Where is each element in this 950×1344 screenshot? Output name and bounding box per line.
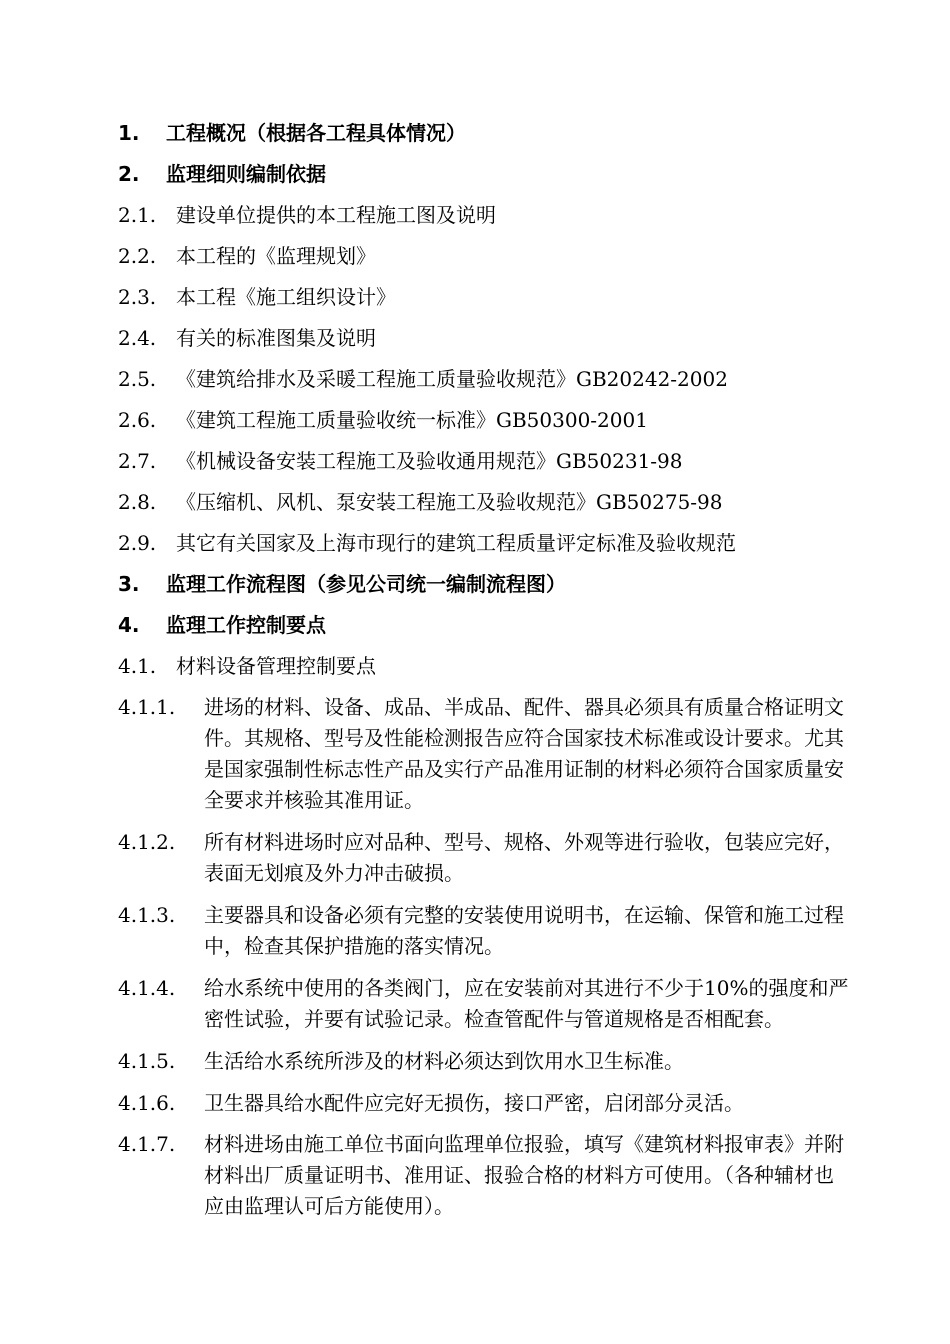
item-text: 本工程的《监理规划》 [176, 244, 376, 268]
item-text: 所有材料进场时应对品种、型号、规格、外观等进行验收，包装应完好，表面无划痕及外力冲击破损。 [204, 830, 844, 885]
item-number: 2.8. [118, 490, 157, 514]
section-4-1-1 [118, 692, 850, 816]
item-number: 2.3. [118, 285, 157, 309]
section-2 [118, 159, 850, 189]
section-4-1-6 [118, 1088, 850, 1119]
item-text: 其它有关国家及上海市现行的建筑工程质量评定标准及验收规范 [176, 531, 736, 555]
section-2-7 [118, 446, 850, 476]
item-number: 2.9. [118, 531, 157, 555]
item-text: 给水系统中使用的各类阀门，应在安装前对其进行不少于10%的强度和严密性试验，并要有试验记录。检查管配件与管道规格是否相配套。 [204, 976, 849, 1031]
section-2-2 [118, 241, 850, 271]
section-4-1-7 [118, 1129, 850, 1222]
section-4 [118, 610, 850, 640]
item-number: 2.2. [118, 244, 157, 268]
section-2-3 [118, 282, 850, 312]
section-title: 工程概况（根据各工程具体情况） [166, 121, 466, 145]
item-text: 进场的材料、设备、成品、半成品、配件、器具必须具有质量合格证明文件。其规格、型号及性能检测报告应符合国家技术标准或设计要求。尤其是国家强制性标志性产品及实行产品准用证制的材料必须符合国家质量安全要求并核验其准用证。 [204, 695, 844, 812]
section-4-1-2 [118, 827, 850, 889]
item-text: 材料设备管理控制要点 [176, 654, 376, 678]
section-4-1-3 [118, 900, 850, 962]
item-text: 本工程《施工组织设计》 [176, 285, 396, 309]
item-text: 《建筑工程施工质量验收统一标准》GB50300-2001 [176, 408, 648, 432]
section-4-1-5 [118, 1046, 850, 1077]
item-number: 4.1. [118, 654, 157, 678]
section-number: 2. [118, 162, 140, 186]
section-2-9 [118, 528, 850, 558]
section-2-6 [118, 405, 850, 435]
item-number: 2.5. [118, 367, 157, 391]
item-number: 4.1.2. [118, 830, 176, 854]
section-1 [118, 118, 850, 148]
section-title: 监理工作流程图（参见公司统一编制流程图） [166, 572, 566, 596]
section-3 [118, 569, 850, 599]
item-text: 建设单位提供的本工程施工图及说明 [176, 203, 496, 227]
section-number: 1. [118, 121, 140, 145]
item-number: 2.6. [118, 408, 157, 432]
section-number: 4. [118, 613, 140, 637]
item-number: 2.1. [118, 203, 157, 227]
item-text: 有关的标准图集及说明 [176, 326, 376, 350]
item-text: 《机械设备安装工程施工及验收通用规范》GB50231-98 [176, 449, 683, 473]
item-number: 4.1.3. [118, 903, 176, 927]
item-text: 材料进场由施工单位书面向监理单位报验，填写《建筑材料报审表》并附材料出厂质量证明书、准用证、报验合格的材料方可使用。（各种辅材也应由监理认可后方能使用）。 [204, 1132, 844, 1218]
item-number: 2.7. [118, 449, 157, 473]
item-number: 4.1.7. [118, 1132, 176, 1156]
item-number: 4.1.5. [118, 1049, 176, 1073]
section-2-5 [118, 364, 850, 394]
section-4-1-4 [118, 973, 850, 1035]
item-text: 生活给水系统所涉及的材料必须达到饮用水卫生标准。 [204, 1049, 684, 1073]
item-text: 《压缩机、风机、泵安装工程施工及验收规范》GB50275-98 [176, 490, 723, 514]
item-text: 主要器具和设备必须有完整的安装使用说明书，在运输、保管和施工过程中，检查其保护措施的落实情况。 [204, 903, 844, 958]
item-number: 2.4. [118, 326, 157, 350]
section-number: 3. [118, 572, 140, 596]
section-2-8 [118, 487, 850, 517]
section-4-1 [118, 651, 850, 681]
item-text: 《建筑给排水及采暖工程施工质量验收规范》GB20242-2002 [176, 367, 728, 391]
section-2-4 [118, 323, 850, 353]
section-title: 监理工作控制要点 [166, 613, 326, 637]
item-number: 4.1.1. [118, 695, 176, 719]
item-text: 卫生器具给水配件应完好无损伤，接口严密，启闭部分灵活。 [204, 1091, 744, 1115]
item-number: 4.1.6. [118, 1091, 176, 1115]
item-number: 4.1.4. [118, 976, 176, 1000]
section-2-1 [118, 200, 850, 230]
section-title: 监理细则编制依据 [166, 162, 326, 186]
